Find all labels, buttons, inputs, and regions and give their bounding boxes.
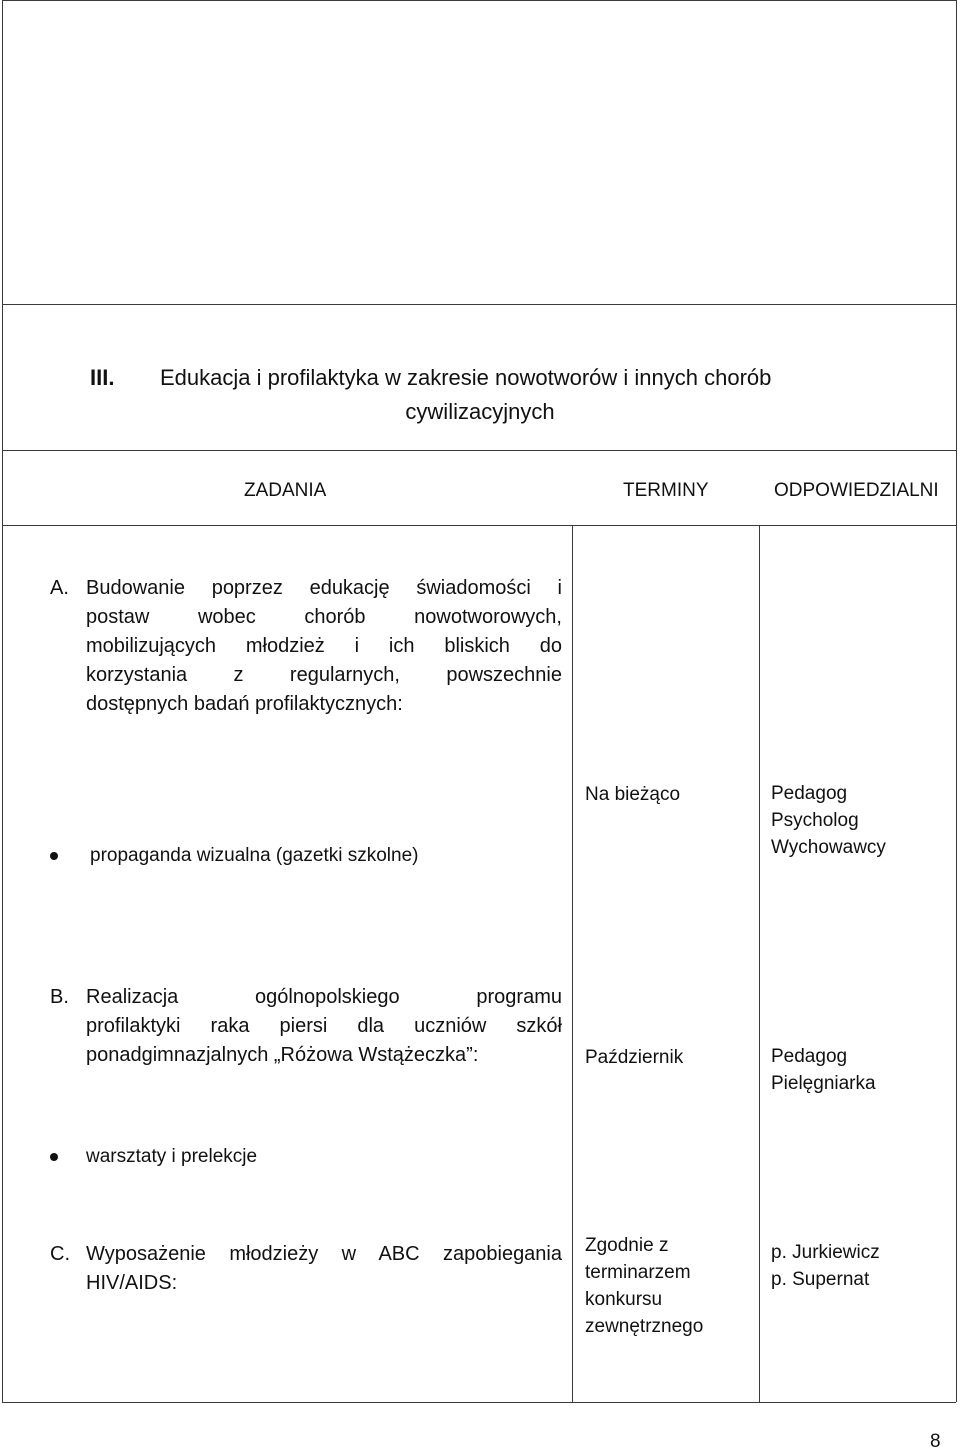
- task-b-responsible-1: Pedagog: [771, 1046, 848, 1067]
- table-right-border: [956, 0, 957, 1402]
- row-divider-2: [2, 450, 956, 451]
- bullet-point-icon: [50, 852, 58, 860]
- task-c-term-3: konkursu: [585, 1289, 663, 1310]
- header-terms: TERMINY: [623, 480, 709, 501]
- row-divider-3: [2, 525, 956, 526]
- task-b-term: Październik: [585, 1047, 684, 1068]
- section-title-line2: cywilizacyjnych: [405, 399, 555, 424]
- task-c-responsible-2: p. Supernat: [771, 1269, 870, 1290]
- task-a-responsible-2: Psycholog: [771, 810, 859, 831]
- task-a-line: Budowanie poprzez edukację świadomości i: [86, 577, 562, 599]
- task-b-line: profilaktyki raka piersi dla uczniów szkół: [86, 1015, 562, 1037]
- task-b-responsible-2: Pielęgniarka: [771, 1073, 876, 1094]
- table-top-border: [2, 0, 956, 1]
- task-b-line: Realizacja ogólnopolskiego programu: [86, 986, 562, 1008]
- task-b-bullet-text: warsztaty i prelekcje: [86, 1146, 258, 1167]
- task-c-responsible-1: p. Jurkiewicz: [771, 1242, 880, 1263]
- table-left-border: [2, 0, 3, 1402]
- task-b-line: ponadgimnazjalnych „Różowa Wstążeczka”:: [86, 1044, 479, 1066]
- task-a-line: mobilizujących młodzież i ich bliskich do: [86, 635, 562, 657]
- task-c-line: HIV/AIDS:: [86, 1272, 178, 1294]
- column-divider-2: [759, 525, 760, 1402]
- task-a-line: postaw wobec chorób nowotworowych,: [86, 606, 562, 628]
- section-title-line1: Edukacja i profilaktyka w zakresie nowotworów i innych chorób: [160, 365, 772, 390]
- task-c-term-2: terminarzem: [585, 1262, 691, 1283]
- column-divider-1: [572, 525, 573, 1402]
- task-a-term: Na bieżąco: [585, 784, 681, 805]
- task-c-term-4: zewnętrznego: [585, 1316, 704, 1337]
- header-responsible: ODPOWIEDZIALNI: [774, 480, 939, 501]
- task-a-line: korzystania z regularnych, powszechnie: [86, 664, 562, 686]
- table-bottom-border: [2, 1402, 956, 1403]
- task-a-bullet-text: propaganda wizualna (gazetki szkolne): [90, 845, 419, 866]
- task-b-description: [86, 983, 562, 1070]
- task-c-description: [86, 1240, 562, 1298]
- section-number: III.: [90, 365, 115, 390]
- task-a-letter: A.: [50, 577, 69, 599]
- task-c-line: Wyposażenie młodzieży w ABC zapobiegania: [86, 1243, 562, 1265]
- task-a-description: [86, 574, 562, 719]
- task-c-term-1: Zgodnie z: [585, 1235, 669, 1256]
- bullet-point-icon: [50, 1153, 58, 1161]
- task-c-letter: C.: [50, 1243, 70, 1265]
- task-a-responsible-1: Pedagog: [771, 783, 848, 804]
- page-number: 8: [930, 1431, 941, 1452]
- header-tasks: ZADANIA: [244, 480, 327, 501]
- task-a-responsible-3: Wychowawcy: [771, 837, 886, 858]
- row-divider-1: [2, 304, 956, 305]
- task-a-line: dostępnych badań profilaktycznych:: [86, 693, 403, 715]
- task-b-letter: B.: [50, 986, 69, 1008]
